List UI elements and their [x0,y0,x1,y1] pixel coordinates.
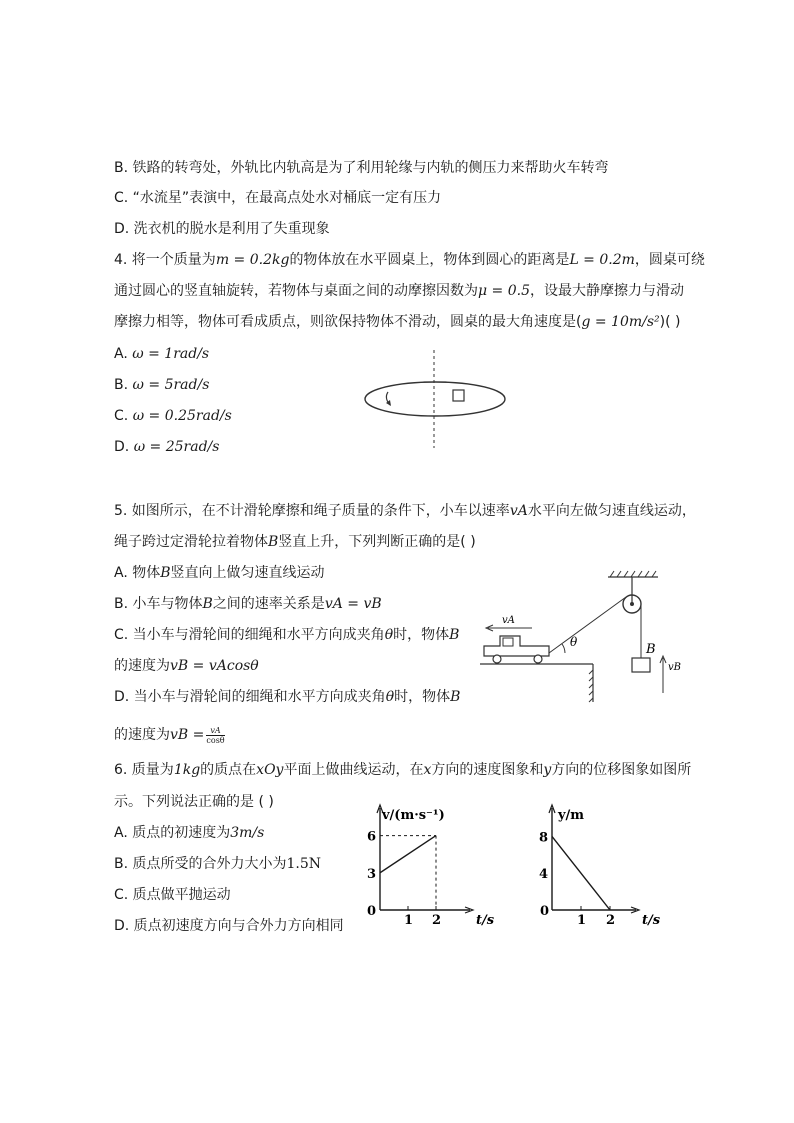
rope-slanted [549,597,626,653]
q5-stem-text: 水平向左做匀速直线运动， [527,503,696,519]
q4-stem-line3 [114,312,681,332]
q5-option-b [114,594,382,614]
q5-option-text: C. 当小车与滑轮间的细绳和水平方向成夹角 [114,627,385,643]
q6-plane: xOy [256,762,284,778]
q4-stem-line2 [114,281,684,301]
q6-option-text: A. 质点的初速度为 [114,825,231,841]
q5-option-c [114,625,459,645]
q3-option-d-text: D. 洗衣机的脱水是利用了失重现象 [114,221,330,237]
q6-mass: 1kg [173,762,201,778]
graph2-y-label: y/m [558,808,585,823]
q5-fraction [206,726,224,745]
q5-option-b-equation: vA = vB [324,596,382,612]
q4-stem-text: ，圆桌可绕 [634,252,705,268]
q4-option-b-value: ω = 5rad/s [132,377,210,393]
q5-option-text: 的速度为 [114,658,170,674]
q4-distance: L = 0.2m [569,252,635,268]
q6-option-b [114,854,321,874]
q5-option-c-equation: vB = vAcosθ [170,658,259,674]
graph1-x-tick-2: 2 [432,913,442,928]
block-b [632,658,650,672]
label-vb: vB [668,662,681,673]
q4-friction-coefficient: μ = 0.5 [478,283,530,299]
q5-pulley-figure [476,570,681,710]
q5-stem-text: 竖直上升，下列判断正确的是( ) [278,534,476,550]
q6-option-d-text: D. 质点初速度方向与合外力方向相同 [114,918,344,934]
graph1-origin: 0 [367,904,377,919]
q4-option-a [114,344,209,364]
label-va: vA [502,615,515,626]
q5-option-d [114,687,460,707]
q4-option-c-value: ω = 0.25rad/s [132,408,232,424]
graph2-x-tick-1: 1 [577,913,587,928]
graph1-x-label: t/s [476,913,495,928]
q5-option-text: 竖直向上做匀速直线运动 [170,565,325,581]
q5-object-b: B [160,565,171,581]
q5-option-text: 之间的速率关系是 [212,596,325,612]
q5-fraction-numerator: vA [206,726,224,736]
velocity-time-graph [360,800,520,930]
object-block [453,390,464,401]
q6-option-b-value: 1.5N [286,856,322,872]
q4-option-c [114,406,232,426]
graph1-y-tick-3: 3 [367,866,377,882]
q5-stem-text: 绳子跨过定滑轮拉着物体 [114,534,268,550]
graph2-x-label: t/s [642,913,661,928]
graph2-origin: 0 [540,904,550,919]
q3-option-d [114,219,330,239]
graph2-x-tick-2: 2 [606,913,616,928]
q4-option-a-value: ω = 1rad/s [132,346,210,362]
round-table [365,382,505,416]
q6-stem-text: 平面上做曲线运动，在 [283,762,424,778]
q6-stem-line2 [114,792,274,812]
q4-option-d [114,437,219,457]
q4-option-a-label: A. [114,346,133,362]
q6-option-c-text: C. 质点做平抛运动 [114,887,231,903]
q5-option-d-equation: vB = [170,727,205,743]
q4-stem-text: )( ) [659,314,681,330]
graph2-data-line [552,836,610,910]
q5-option-text: A. 物体 [114,565,161,581]
graph1-y-label: v/(m·s⁻¹) [382,808,445,823]
q4-stem-text: 4. 将一个质量为 [114,252,216,268]
q4-stem-text: 摩擦力相等，物体可看成质点，则欲保持物体不滑动，圆桌的最大角速度是( [114,314,582,330]
q6-x-axis: x [423,762,432,778]
q5-option-a [114,563,325,583]
ceiling [608,571,658,577]
q4-mass: m = 0.2kg [215,252,290,268]
label-theta: θ [570,635,578,649]
q5-option-d-line2 [114,725,225,745]
q6-option-a [114,823,264,843]
graph1-x-tick-1: 1 [404,913,414,928]
q6-stem-text: 方向的位移图象如图所 [551,762,692,778]
pulley-axle [630,602,634,606]
graph2-y-tick-4: 4 [539,867,549,883]
angle-arc [562,644,565,653]
q6-option-text: B. 质点所受的合外力大小为 [114,856,287,872]
q5-angle: θ [384,627,394,643]
q4-gravity: g = 10m/s² [581,314,660,330]
q5-velocity-a: vA [509,503,528,519]
label-b: B [646,642,656,657]
q3-option-c [114,188,441,208]
q5-option-text: B. 小车与物体 [114,596,203,612]
q5-option-text: D. 当小车与滑轮间的细绳和水平方向成夹角 [114,689,386,705]
q4-stem-text: 的物体放在水平圆桌上，物体到圆心的距离是 [289,252,570,268]
q5-stem-line2 [114,532,476,552]
q6-stem-text: 的质点在 [200,762,257,778]
q5-object-b: B [268,534,279,550]
q6-stem-text: 示。下列说法正确的是 ( ) [114,794,274,810]
q5-object-b: B [202,596,213,612]
q5-option-text: 的速度为 [114,727,170,743]
q4-rotating-table-figure [360,348,510,450]
q5-object-b: B [450,689,461,705]
cart [484,636,549,663]
q5-stem-line1 [114,501,696,521]
q4-stem-text: ，设最大静摩擦力与滑动 [530,283,684,299]
q6-stem-text: 6. 质量为 [114,762,174,778]
q3-option-b-text: B. 铁路的转弯处，外轨比内轨高是为了利用轮缘与内轨的侧压力来帮助火车转弯 [114,160,609,176]
q5-option-text: 时，物体 [394,689,451,705]
q3-option-c-text: C. “水流星”表演中，在最高点处水对桶底一定有压力 [114,190,442,206]
graph1-data-line [380,836,436,873]
q5-angle: θ [385,689,395,705]
q6-y-axis: y [543,762,552,778]
q5-option-c-line2 [114,656,259,676]
q4-option-b-label: B. [114,377,133,393]
q5-stem-text: 5. 如图所示，在不计滑轮摩擦和绳子质量的条件下，小车以速率 [114,503,510,519]
q4-option-d-label: D. [114,439,134,455]
q4-option-c-label: C. [114,408,133,424]
graph1-y-tick-6: 6 [367,829,377,845]
q3-option-b [114,158,609,178]
q6-stem-line1 [114,760,691,780]
q4-option-d-value: ω = 25rad/s [133,439,220,455]
displacement-time-graph [528,800,678,930]
q6-option-c [114,885,231,905]
q5-option-text: 时，物体 [393,627,450,643]
graph2-y-tick-8: 8 [539,830,549,846]
q5-fraction-denominator: cosθ [206,735,225,745]
q4-stem-line1 [114,250,705,270]
q4-stem-text: 通过圆心的竖直轴旋转，若物体与桌面之间的动摩擦因数为 [114,283,478,299]
q5-object-b: B [449,627,460,643]
q4-option-b [114,375,209,395]
q6-stem-text: 方向的速度图象和 [431,762,544,778]
q6-option-a-value: 3m/s [230,825,265,841]
q6-option-d [114,916,344,936]
